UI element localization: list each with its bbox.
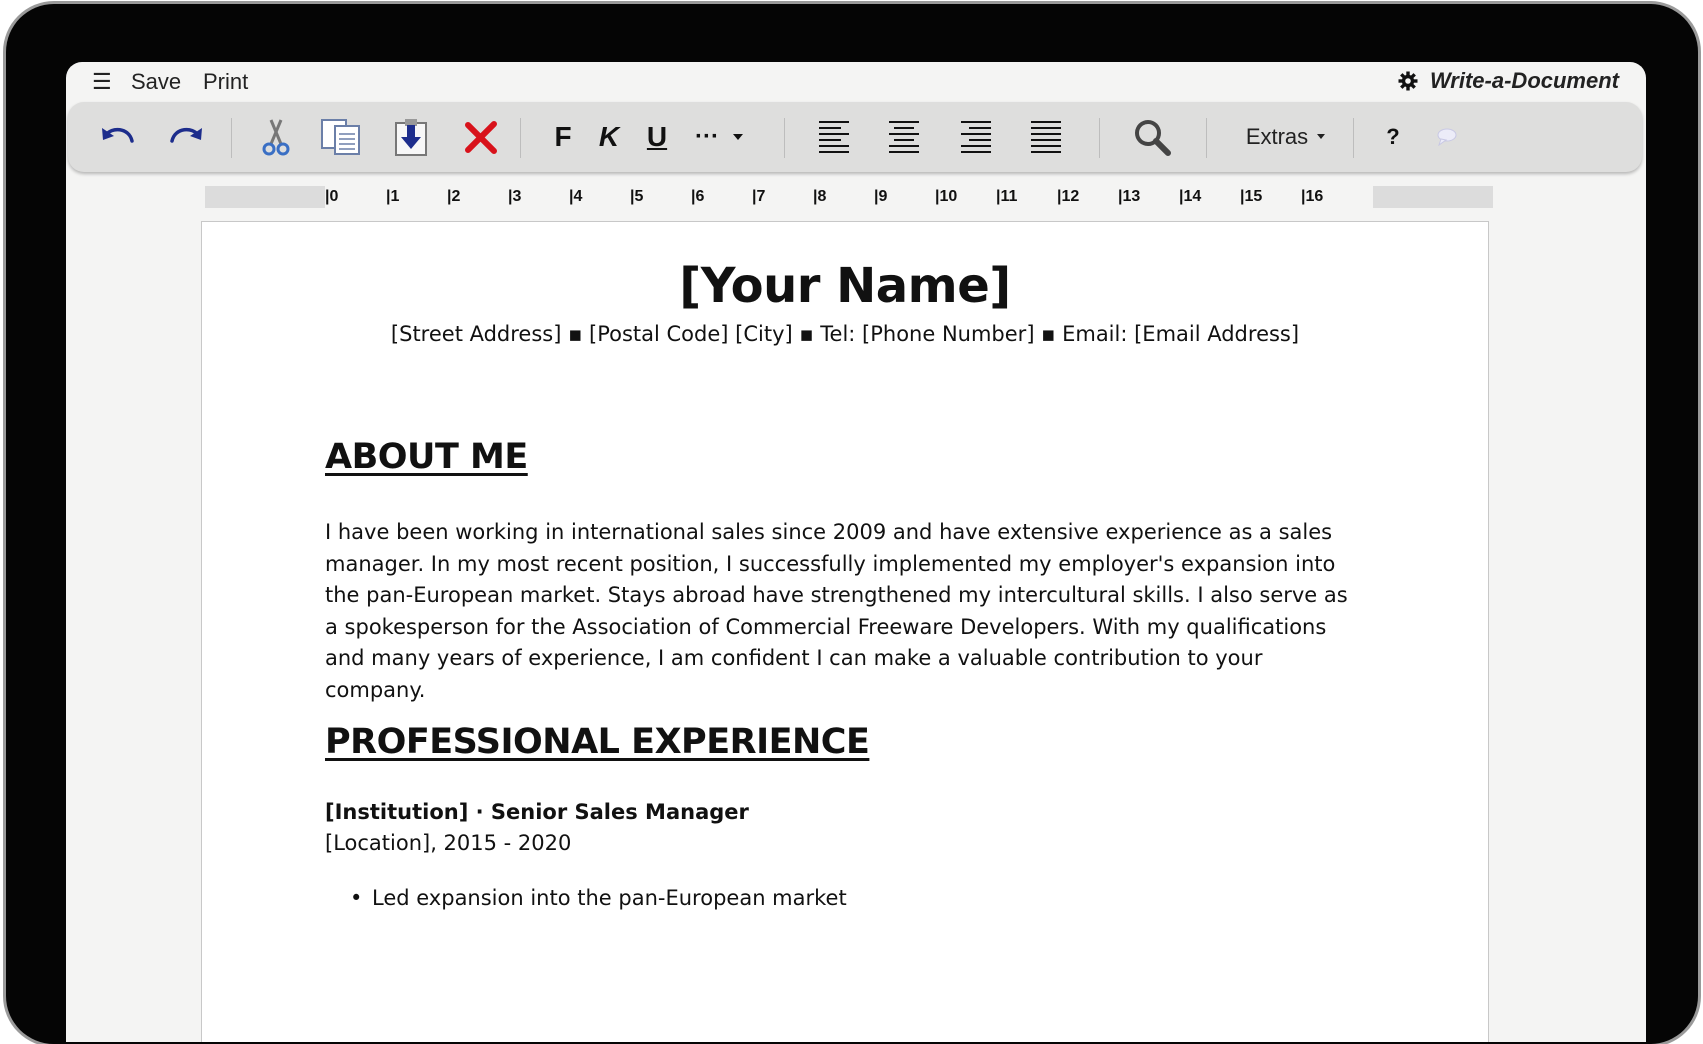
- app-title: Write-a-Document: [1429, 68, 1619, 93]
- list-item: • Led expansion into the pan-European market: [372, 886, 847, 910]
- save-menu-item[interactable]: Save: [131, 69, 182, 94]
- copy-icon: [320, 118, 362, 156]
- delete-x-icon: [464, 120, 498, 154]
- search-icon: [1133, 118, 1171, 156]
- ruler-tick: |16: [1301, 188, 1324, 205]
- undo-button[interactable]: [96, 114, 140, 160]
- document-page[interactable]: [201, 221, 1489, 1042]
- comment-button[interactable]: [1430, 114, 1464, 160]
- align-center-icon: [887, 119, 921, 155]
- app-branding[interactable]: [1398, 68, 1619, 94]
- ruler-tick: |2: [447, 188, 461, 205]
- extras-dropdown[interactable]: [1234, 114, 1338, 160]
- ruler-tick: |5: [630, 188, 644, 205]
- ruler-tick: |10: [935, 188, 958, 205]
- ruler-margin-left: [205, 186, 325, 208]
- speech-bubble-icon: [1436, 128, 1458, 146]
- ruler: [325, 186, 1439, 208]
- toolbar-separator: [1353, 118, 1354, 158]
- undo-icon: [99, 123, 137, 151]
- scissors-icon: [261, 118, 291, 156]
- about-paragraph: I have been working in international sales since 2009 and have extensive experience as a sales manager. In my most recent position, I successfully implemented my employer's expansion into the pan-European market. Stays abroad have strengthened my intercultural skills. I also serve as a spokesperson for the Association of Commercial Freeware Developers. With my qualifications and many years of experience, I am confident I can make a valuable contribution to your company.: [325, 520, 1348, 702]
- ruler-tick: |7: [752, 188, 766, 205]
- toolbar-separator: [1099, 118, 1100, 158]
- more-formatting-label: ···: [695, 123, 719, 150]
- align-center-button[interactable]: [884, 114, 924, 160]
- ruler-tick: |15: [1240, 188, 1263, 205]
- ruler-tick: |12: [1057, 188, 1080, 205]
- toolbar-separator: [784, 118, 785, 158]
- resume-name: [Your Name]: [679, 258, 1011, 314]
- align-justify-icon: [1029, 119, 1063, 155]
- ruler-tick: |4: [569, 188, 583, 205]
- toolbar-separator: [1206, 118, 1207, 158]
- align-justify-button[interactable]: [1026, 114, 1066, 160]
- job-location-dates: [Location], 2015 - 2020: [325, 831, 572, 855]
- toolbar: [68, 102, 1642, 172]
- job-title: [Institution] · Senior Sales Manager: [325, 800, 749, 824]
- ruler-tick: |11: [996, 188, 1018, 205]
- toolbar-separator: [231, 118, 232, 158]
- toolbar-separator: [520, 118, 521, 158]
- ruler-margin-right: [1373, 186, 1493, 208]
- about-heading: ABOUT ME: [325, 437, 528, 477]
- align-left-button[interactable]: [814, 114, 854, 160]
- search-button[interactable]: [1130, 114, 1174, 160]
- menu-bar: [66, 62, 1646, 104]
- align-right-button[interactable]: [956, 114, 996, 160]
- ruler-tick: |6: [691, 188, 705, 205]
- bold-button[interactable]: F: [554, 121, 572, 152]
- copy-button[interactable]: [318, 114, 364, 160]
- caret-down-icon: [731, 132, 745, 142]
- align-left-icon: [817, 119, 851, 155]
- align-right-icon: [959, 119, 993, 155]
- device-bezel: [6, 4, 1698, 1044]
- cut-button[interactable]: [254, 114, 298, 160]
- ruler-tick: |0: [325, 188, 339, 205]
- experience-heading: PROFESSIONAL EXPERIENCE: [325, 722, 870, 762]
- extras-label: Extras: [1245, 124, 1309, 149]
- redo-icon: [167, 123, 205, 151]
- hamburger-menu-icon[interactable]: ☰: [92, 69, 112, 94]
- paste-button[interactable]: [388, 114, 434, 160]
- redo-button[interactable]: [164, 114, 208, 160]
- italic-button[interactable]: K: [598, 121, 620, 152]
- more-formatting-dropdown[interactable]: [688, 114, 752, 160]
- underline-button[interactable]: U: [646, 121, 668, 152]
- delete-button[interactable]: [458, 114, 504, 160]
- app-screen: [66, 62, 1646, 1042]
- ruler-tick: |9: [874, 188, 888, 205]
- print-menu-item[interactable]: Print: [203, 69, 249, 94]
- caret-down-icon: [1316, 133, 1326, 141]
- ruler-tick: |14: [1179, 188, 1202, 205]
- gear-icon: [1398, 71, 1418, 91]
- ruler-tick: |13: [1118, 188, 1141, 205]
- ruler-tick: |1: [386, 188, 400, 205]
- help-button[interactable]: ?: [1386, 124, 1400, 149]
- paste-icon: [394, 117, 428, 157]
- ruler-tick: |3: [508, 188, 522, 205]
- ruler-tick: |8: [813, 188, 827, 205]
- resume-contact-line: [Street Address] ▪ [Postal Code] [City] ▪ Tel: [Phone Number] ▪ Email: [Email Address]: [390, 322, 1300, 346]
